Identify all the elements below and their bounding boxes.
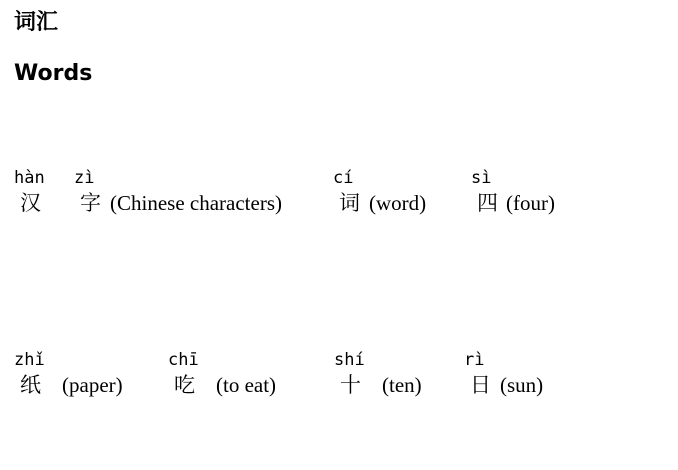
pinyin-ri: rì [464,350,485,370]
gloss-ri: (sun) [500,373,544,397]
gloss-hanzi: (Chinese characters) [110,191,282,215]
gloss-si: (four) [506,191,555,215]
word-zhi [14,350,45,400]
pinyin-shi: shí [334,350,365,370]
pinyin-zi: zì [74,168,95,188]
gloss-zhi: (paper) [62,373,123,397]
chinese-heading: 词汇 [14,10,59,35]
hanzi-si: 四 [477,191,498,215]
hanzi-han: 汉 [20,191,41,215]
word-ci [333,168,360,218]
vocab-row-1 [0,168,678,218]
hanzi-shi: 十 [340,373,361,397]
gloss-shi: (ten) [382,373,422,397]
pinyin-chi: chī [168,350,199,370]
hanzi-ci: 词 [339,191,360,215]
gloss-ci: (word) [369,191,427,215]
hanzi-ri: 日 [470,373,491,397]
word-ri [464,350,491,400]
word-han [14,168,45,218]
pinyin-si: sì [471,168,492,188]
word-shi [334,350,365,400]
hanzi-zhi: 纸 [20,373,41,397]
pinyin-ci: cí [333,168,354,188]
gloss-chi: (to eat) [216,373,277,397]
hanzi-chi: 吃 [174,373,195,397]
pinyin-han: hàn [14,168,45,188]
word-si [471,168,498,218]
vocab-row-2 [0,350,678,400]
word-chi [168,350,199,400]
english-heading: Words [14,61,93,86]
pinyin-zhi: zhǐ [14,350,45,370]
word-zi [74,168,101,218]
hanzi-zi: 字 [80,191,101,215]
